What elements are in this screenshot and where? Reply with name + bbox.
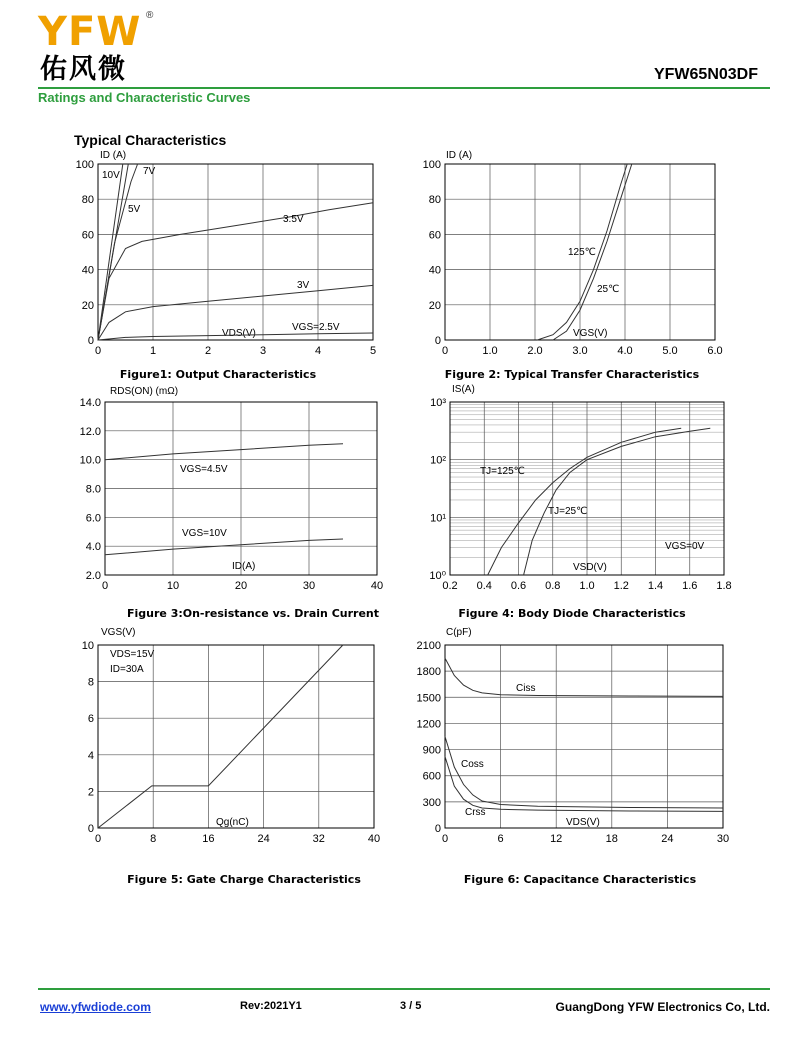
x-axis-label: ID(A) — [232, 561, 256, 572]
x-tick-label: 1.4 — [647, 580, 664, 592]
x-axis-label: VDS(V) — [566, 817, 600, 828]
series-line — [488, 428, 682, 575]
figure-1-caption: Figure1: Output Characteristics — [119, 368, 317, 381]
part-number: YFW65N03DF — [653, 66, 758, 83]
x-tick-label: 1 — [149, 345, 157, 357]
x-tick-label: 5.0 — [662, 345, 678, 357]
x-tick-label: 8 — [150, 833, 157, 845]
series-line — [445, 737, 723, 809]
series-line — [445, 757, 723, 812]
y-tick-label: 6 — [87, 713, 94, 726]
x-tick-label: 2 — [204, 345, 212, 357]
y-tick-label: 10 — [81, 640, 94, 652]
figure-2-transfer-chart — [400, 140, 800, 390]
series-label: Ciss — [516, 683, 536, 694]
x-tick-label: 24 — [661, 833, 674, 845]
x-tick-label: 40 — [367, 833, 381, 845]
x-tick-label: 12 — [550, 833, 563, 845]
footer-page-number: 3 / 5 — [400, 1000, 422, 1012]
plot-frame — [445, 645, 723, 828]
y-tick-label: 300 — [422, 796, 441, 809]
x-tick-label: 0 — [441, 833, 449, 845]
y-tick-label: 100 — [75, 159, 94, 171]
section-title: Ratings and Characteristic Curves — [38, 90, 251, 105]
x-tick-label: 0.2 — [442, 580, 458, 592]
company-logo — [38, 10, 158, 88]
x-tick-label: 4.0 — [617, 345, 633, 357]
y-tick-label: 40 — [428, 264, 441, 277]
series-line — [105, 444, 343, 460]
x-tick-label: 32 — [312, 833, 325, 845]
figure-4-body-diode-chart — [400, 380, 800, 610]
series-label: 3.5V — [283, 214, 304, 225]
logo-text: YFW — [38, 9, 142, 55]
series-label: 125℃ — [568, 247, 596, 258]
figure-5-gate-charge-chart — [0, 620, 400, 860]
series-line — [98, 203, 373, 340]
y-axis-label: IS(A) — [452, 384, 475, 395]
y-tick-label: 10² — [430, 454, 446, 467]
x-tick-label: 2.0 — [527, 345, 543, 357]
x-tick-label: 16 — [202, 833, 215, 845]
x-axis-label: VGS(V) — [573, 328, 608, 339]
x-tick-label: 1.2 — [613, 580, 629, 592]
x-tick-label: 1.0 — [482, 345, 498, 357]
header-divider — [38, 87, 770, 89]
x-tick-label: 40 — [370, 580, 384, 592]
y-axis-label: VGS(V) — [101, 627, 136, 638]
typical-title: Typical Characteristics — [74, 132, 227, 148]
series-label: 7V — [143, 166, 156, 177]
y-tick-label: 14.0 — [79, 397, 101, 409]
x-tick-label: 1.8 — [716, 580, 732, 592]
series-label: 5V — [128, 204, 141, 215]
series-line — [105, 539, 343, 555]
x-axis-label: VSD(V) — [573, 562, 607, 573]
y-tick-label: 6.0 — [85, 512, 101, 525]
y-axis-label: ID (A) — [100, 150, 127, 161]
x-tick-label: 10 — [166, 580, 180, 592]
figure-2-caption: Figure 2: Typical Transfer Characteristics — [444, 368, 700, 381]
x-tick-label: 18 — [605, 833, 618, 845]
y-tick-label: 0 — [87, 823, 94, 835]
y-tick-label: 2100 — [416, 640, 441, 652]
y-tick-label: 10³ — [430, 397, 446, 409]
website-link[interactable]: www.yfwdiode.com — [40, 1000, 151, 1014]
figure-5-caption: Figure 5: Gate Charge Characteristics — [127, 873, 361, 886]
y-tick-label: 2.0 — [85, 570, 101, 582]
figure-3-caption: Figure 3:On-resistance vs. Drain Current — [126, 607, 380, 620]
figure-6-caption: Figure 6: Capacitance Characteristics — [463, 873, 697, 886]
y-tick-label: 2 — [87, 786, 94, 799]
series-line — [445, 658, 723, 696]
series-label: 10V — [102, 170, 120, 181]
figure-4-caption: Figure 4: Body Diode Characteristics — [458, 607, 686, 620]
x-tick-label: 0.6 — [510, 580, 527, 592]
series-line — [98, 164, 138, 340]
y-axis-label: ID (A) — [446, 150, 473, 161]
test-condition-note: ID=30A — [110, 664, 144, 675]
series-label: Coss — [461, 759, 484, 770]
logo-chinese: 佑风微 — [40, 54, 127, 85]
footer-website[interactable] — [40, 1000, 151, 1014]
x-tick-label: 3 — [259, 345, 267, 357]
x-tick-label: 24 — [257, 833, 270, 845]
y-tick-label: 1800 — [416, 666, 441, 679]
x-tick-label: 5 — [369, 345, 377, 357]
x-tick-label: 0.8 — [545, 580, 561, 592]
series-label: VGS=4.5V — [180, 464, 228, 475]
series-label: 3V — [297, 280, 310, 291]
x-tick-label: 6 — [497, 833, 504, 845]
y-tick-label: 12.0 — [79, 425, 101, 438]
series-label: VGS=10V — [182, 528, 227, 539]
test-condition-note: VDS=15V — [110, 649, 155, 660]
y-tick-label: 20 — [428, 299, 441, 312]
x-tick-label: 1.6 — [682, 580, 698, 592]
series-label: Crss — [465, 807, 486, 818]
y-tick-label: 0 — [87, 335, 94, 347]
y-tick-label: 10⁰ — [429, 570, 446, 582]
y-tick-label: 10.0 — [79, 454, 101, 467]
y-tick-label: 4 — [87, 749, 94, 762]
series-label: 25℃ — [597, 284, 620, 295]
y-tick-label: 100 — [422, 159, 441, 171]
x-tick-label: 0 — [94, 345, 102, 357]
y-tick-label: 1200 — [416, 718, 441, 731]
series-label: VGS=2.5V — [292, 322, 340, 333]
x-tick-label: 4 — [314, 345, 322, 357]
series-line — [524, 428, 711, 575]
registered-mark: ® — [146, 10, 154, 21]
y-tick-label: 80 — [81, 194, 94, 207]
x-tick-label: 0 — [101, 580, 109, 592]
footer-divider — [38, 988, 770, 990]
x-axis-label: VDS(V) — [222, 328, 256, 339]
x-axis-label: Qg(nC) — [216, 817, 249, 828]
footer-company: GuangDong YFW Electronics Co, Ltd. — [555, 1000, 770, 1014]
x-tick-label: 0 — [94, 833, 102, 845]
y-tick-label: 80 — [428, 194, 441, 207]
y-tick-label: 600 — [422, 770, 441, 783]
y-tick-label: 900 — [422, 744, 441, 757]
y-tick-label: 60 — [81, 229, 94, 242]
series-label: TJ=25℃ — [548, 506, 588, 517]
x-tick-label: 1.0 — [579, 580, 595, 592]
x-tick-label: 0 — [441, 345, 449, 357]
x-tick-label: 30 — [302, 580, 316, 592]
y-tick-label: 20 — [81, 299, 94, 312]
y-tick-label: 0 — [434, 823, 441, 835]
x-tick-label: 6.0 — [707, 345, 723, 357]
series-label: TJ=125℃ — [480, 466, 525, 477]
condition-annotation: VGS=0V — [665, 541, 705, 552]
footer-revision: Rev:2021Y1 — [240, 1000, 302, 1012]
x-tick-label: 0.4 — [476, 580, 492, 592]
x-tick-label: 3.0 — [572, 345, 588, 357]
y-tick-label: 10¹ — [430, 512, 446, 525]
y-axis-label: RDS(ON) (mΩ) — [110, 386, 179, 397]
y-tick-label: 40 — [81, 264, 94, 277]
y-tick-label: 1500 — [416, 692, 441, 705]
series-line — [98, 164, 123, 340]
figure-3-rdson-chart — [0, 380, 400, 610]
y-tick-label: 8.0 — [85, 483, 101, 496]
figure-1-output-chart — [0, 140, 400, 390]
y-tick-label: 60 — [428, 229, 441, 242]
y-tick-label: 8 — [87, 676, 94, 689]
figure-6-capacitance-chart — [400, 620, 800, 860]
y-tick-label: 0 — [434, 335, 441, 347]
y-tick-label: 4.0 — [85, 541, 101, 554]
y-axis-label: C(pF) — [446, 627, 472, 638]
x-tick-label: 20 — [234, 580, 248, 592]
x-tick-label: 30 — [716, 833, 730, 845]
plot-frame — [98, 164, 373, 340]
